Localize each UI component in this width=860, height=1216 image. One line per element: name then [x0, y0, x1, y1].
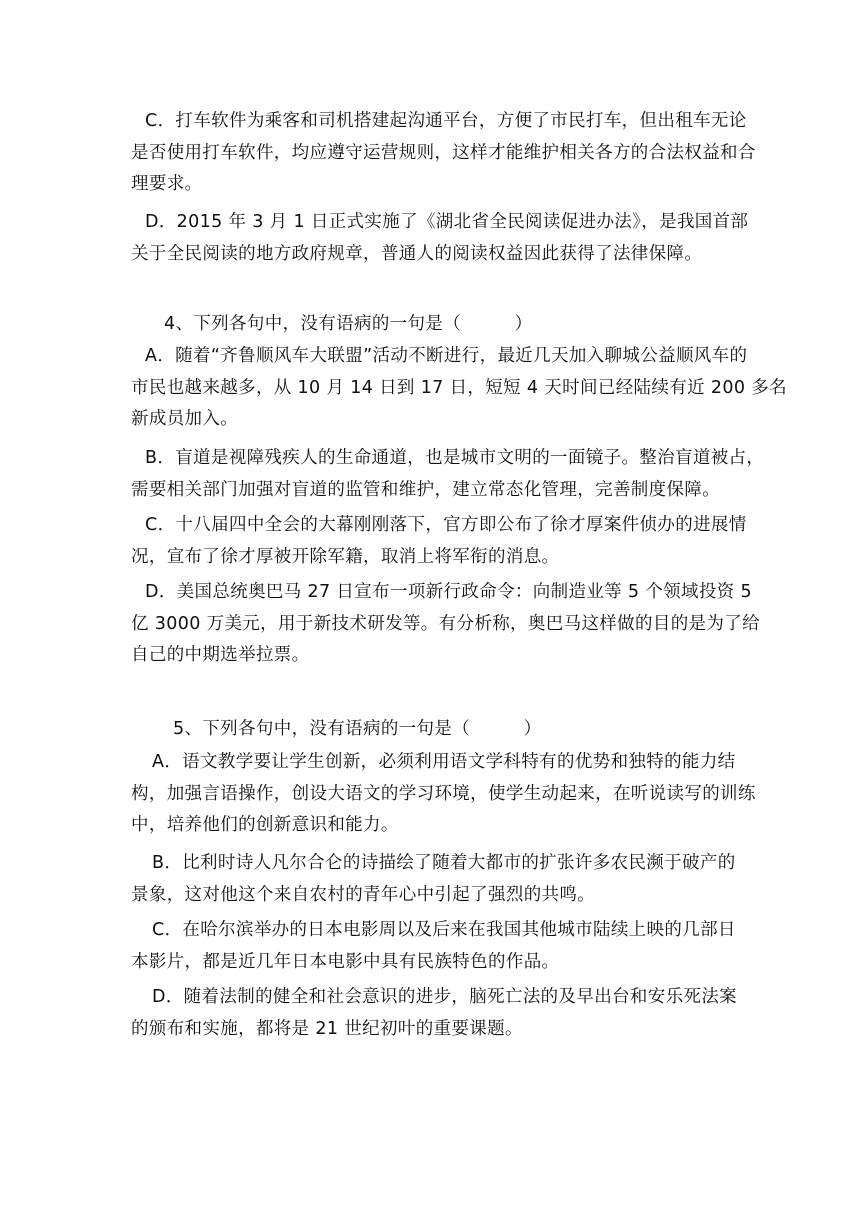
q3-option-d-line-1: D．2015 年 3 月 1 日正式实施了《湖北省全民阅读促进办法》，是我国首部 — [145, 212, 749, 232]
q5-option-c — [131, 915, 736, 978]
q3-option-c-line-2: 是否使用打车软件，均应遵守运营规则，这样才能维护相关各方的合法权益和合 — [131, 142, 756, 163]
q4-stem: 4、下列各句中，没有语病的一句是（ ） — [164, 314, 533, 334]
q5-option-a-line-1: A．语文教学要让学生创新，必须利用语文学科特有的优势和独特的能力结 — [152, 752, 736, 772]
q5-option-d-line-1: D．随着法制的健全和社会意识的进步，脑死亡法的及早出台和安乐死法案 — [152, 987, 738, 1007]
q5-option-a-line-3: 中，培养他们的创新意识和能力。 — [131, 815, 399, 835]
q3-option-c-line-1: C．打车软件为乘客和司机搭建起沟通平台，方便了市民打车，但出租车无论 — [145, 111, 747, 131]
q4-option-d-line-3: 自己的中期选举拉票。 — [131, 645, 310, 665]
q4-stem-block — [131, 309, 731, 341]
q5-stem: 5、下列各句中，没有语病的一句是（ ） — [173, 719, 542, 739]
q4-option-b — [131, 443, 765, 506]
q5-option-a — [131, 747, 756, 842]
q4-option-b-line-1: B．盲道是视障残疾人的生命通道，也是城市文明的一面镜子。整治盲道被占， — [145, 448, 765, 468]
q5-option-c-line-2: 本影片，都是近几年日本电影中具有民族特色的作品。 — [131, 951, 560, 972]
q4-option-a-line-2: 市民也越来越多，从 10 月 14 日到 17 日，短短 4 天时间已经陆续有近 200 多名 — [131, 377, 787, 398]
q5-option-c-line-1: C．在哈尔滨举办的日本电影周以及后来在我国其他城市陆续上映的几部日 — [152, 920, 736, 940]
q4-option-a — [131, 341, 787, 436]
q3-option-d — [131, 207, 749, 270]
q4-option-b-line-2: 需要相关部门加强对盲道的监管和维护，建立常态化管理，完善制度保障。 — [131, 479, 721, 500]
q4-option-d-line-2: 亿 3000 万美元，用于新技术研发等。有分析称，奥巴马这样做的目的是为了给 — [131, 613, 760, 634]
q4-option-a-line-1: A．随着“齐鲁顺风车大联盟”活动不断进行，最近几天加入聊城公益顺风车的 — [145, 346, 748, 366]
q5-option-b — [131, 848, 736, 911]
q5-stem-block — [131, 714, 731, 746]
q4-option-a-line-3: 新成员加入。 — [131, 409, 239, 429]
q3-option-c — [131, 106, 756, 201]
q4-option-d-line-1: D．美国总统奥巴马 27 日宣布一项新行政命令：向制造业等 5 个领域投资 5 — [145, 582, 752, 602]
q5-option-d-line-2: 的颁布和实施，都将是 21 世纪初叶的重要课题。 — [131, 1018, 523, 1039]
q5-option-b-line-1: B．比利时诗人凡尔合仑的诗描绘了随着大都市的扩张许多农民濒于破产的 — [152, 853, 736, 873]
q5-option-d — [131, 982, 738, 1045]
q3-option-c-line-3: 理要求。 — [131, 174, 203, 194]
q4-option-c-line-2: 况，宣布了徐才厚被开除军籍，取消上将军衔的消息。 — [131, 546, 560, 567]
q4-option-d — [131, 577, 760, 672]
q5-option-a-line-2: 构，加强言语操作，创设大语文的学习环境，使学生动起来，在听说读写的训练 — [131, 783, 756, 804]
q4-option-c-line-1: C．十八届四中全会的大幕刚刚落下，官方即公布了徐才厚案件侦办的进展情 — [145, 515, 747, 535]
q4-option-c — [131, 510, 747, 573]
q3-option-d-line-2: 关于全民阅读的地方政府规章，普通人的阅读权益因此获得了法律保障。 — [131, 243, 703, 264]
q5-option-b-line-2: 景象，这对他这个来自农村的青年心中引起了强烈的共鸣。 — [131, 884, 596, 905]
